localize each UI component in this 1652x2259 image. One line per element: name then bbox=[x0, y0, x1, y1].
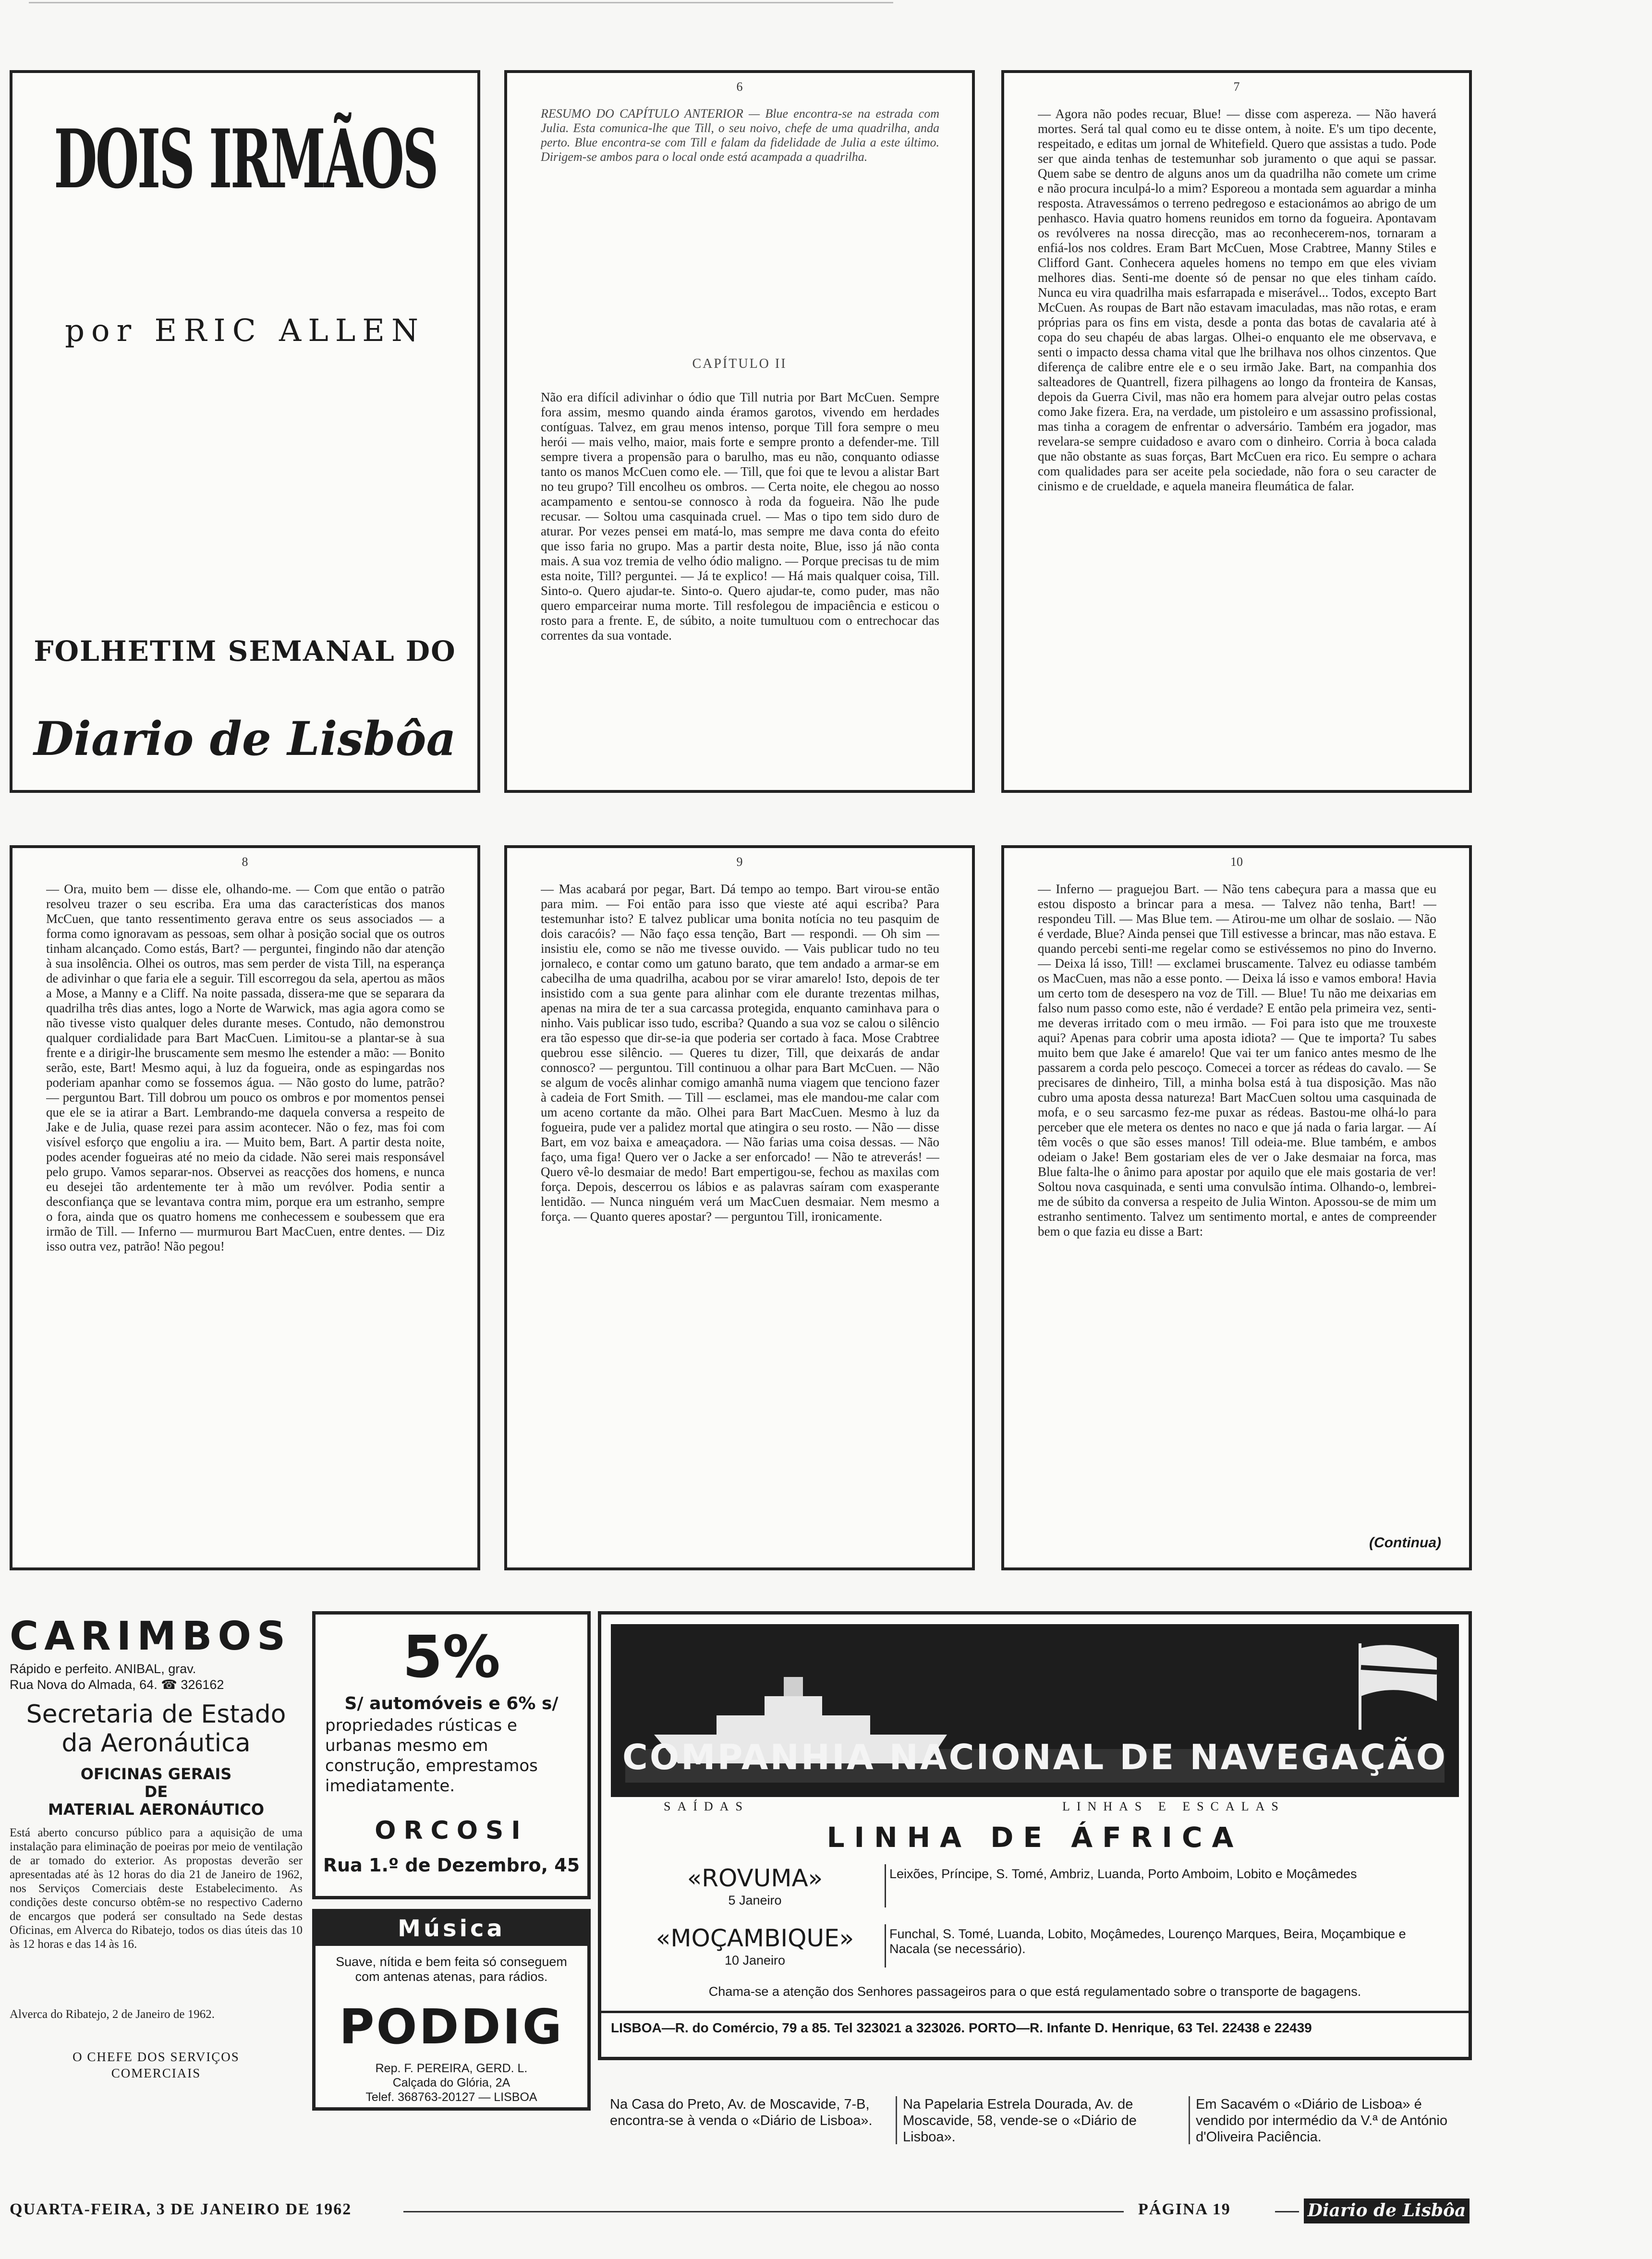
secretaria-signature-1: O CHEFE DOS SERVIÇOS bbox=[73, 2050, 240, 2064]
ad-secretaria bbox=[10, 1700, 303, 2094]
companhia-notice: Chama-se a atenção dos Senhores passageiros para o que está regulamentado sobre o transporte de bagagens. bbox=[708, 1984, 1361, 1999]
companhia-route-title: LINHA DE ÁFRICA bbox=[826, 1821, 1243, 1854]
secretaria-body: Está aberto concurso público para a aquisição de uma instalação para eliminação de poeiras por meio de ventilação de ar tomado do exterior. As propostas deverão ser apresentadas até às 12 horas do dia 21 de Janeiro de 1962, nos Serviços Comerciais deste Estabelecimento. As condições deste concurso obtêm-se no respectivo Caderno de encargos que poderá ser consultado na Sede destas Oficinas, em Alverca do Ribatejo, todos os dias úteis das 10 às 12 horas e das 14 às 16. bbox=[10, 1826, 303, 1951]
secretaria-sub-1: OFICINAS GERAIS bbox=[80, 1765, 232, 1783]
secretaria-signature-2: COMERCIAIS bbox=[111, 2066, 201, 2080]
ship-divider-1 bbox=[885, 1864, 886, 1907]
orcosi-line2: propriedades rústicas e urbanas mesmo em construção, emprestamos imediatamente. bbox=[325, 1716, 538, 1796]
poddig-top: Música bbox=[398, 1915, 505, 1942]
footer-date: QUARTA-FEIRA, 3 DE JANEIRO DE 1962 bbox=[10, 2200, 352, 2218]
companhia-linhas: LINHAS E ESCALAS bbox=[1062, 1799, 1285, 1813]
ship-1-ports: Leixões, Príncipe, S. Tomé, Ambriz, Luanda, Porto Amboim, Lobito e Moçâmedes bbox=[889, 1867, 1357, 1881]
page-6 bbox=[504, 70, 975, 793]
diario-masthead: Diario de Lisbôa bbox=[34, 712, 456, 766]
page-number: 8 bbox=[242, 855, 248, 869]
poddig-info-3: Telef. 368763-20127 — LISBOA bbox=[365, 2090, 537, 2104]
page-number: 10 bbox=[1230, 855, 1243, 869]
sales-divider-1 bbox=[896, 2096, 897, 2144]
page-text: Não era difícil adivinhar o ódio que Till nutria por Bart McCuen. Sempre fora assim, mesmo quando ainda éramos garotos, vivendo em herdades contíguas. Talvez, em grau menos intenso, porque Till fora sempre o meu herói — mais velho, maior, mais forte e sempre pronto a defender-me. Till sempre tivera a propensão para o barulho, mas eu não, conquanto odiasse tanto os manos McCuen como ele. — Till, que foi que te levou a alistar Bart no teu grupo? Till encolheu os ombros. — Certa noite, ele chegou ao nosso acampamento e sentou-se connosco à roda da fogueira. Não lhe pude recusar. — Soltou uma casquinada cruel. — Mas o tipo tem sido duro de aturar. Por vezes pensei em matá-lo, mas sempre me dava conta do efeito que isso faria no grupo. Mas a partir desta noite, Blue, isso já não conta mais. A sua voz tremia de velho ódio maligno. — Porque precisas tu de mim esta noite, Till? perguntei. — Já te explico! — Há mais qualquer coisa, Till. Sinto-o. Quero ajudar-te. Sinto-o. Quero ajudar-te, como puder, mas não quero emparceirar numa morte. Till resfolegou de impaciência e esticou o rosto para a frente. E, de súbito, a noite tumultuou com o entrechocar das correntes da sua vontade. bbox=[541, 390, 939, 643]
page-10 bbox=[1001, 845, 1472, 1570]
ship-1-date: 5 Janeiro bbox=[728, 1893, 782, 1907]
page-7 bbox=[1001, 70, 1472, 793]
poddig-info-2: Calçada do Glória, 2A bbox=[392, 2076, 510, 2089]
ad-carimbos bbox=[10, 1614, 303, 1693]
ad-companhia bbox=[598, 1611, 1472, 2060]
poddig-info-1: Rep. F. PEREIRA, GERD. L. bbox=[375, 2062, 528, 2075]
chapter-heading: CAPÍTULO II bbox=[692, 356, 787, 371]
page-number: 7 bbox=[1233, 80, 1240, 94]
page-text: — Agora não podes recuar, Blue! — disse com aspereza. — Não haverá mortes. Será tal qual como eu te disse ontem, à noite. E's um tipo decente, respeitado, e editas um jornal de Whitefield. Quero que assistas a tudo. Pode ser que ainda tenhas de testemunhar sob juramento o que aqui se passar. Quem sabe se dentro de alguns anos um da quadrilha não comete um crime e não procura inculpá-lo a mim? Esporeou a montada sem aguardar a minha resposta. Atravessámos o terreno pedregoso e estacionámos ao abrigo de um penhasco. Havia quatro homens reunidos em torno da fogueira. Apontavam os revólveres na nossa direcção, mas ao reconhecerem-nos, tornaram a enfiá-los nos coldres. Eram Bart McCuen, Mose Crabtree, Manny Stiles e Clifford Gant. Conhecera aqueles homens no tempo em que eles viviam melhores dias. Senti-me doente só de pensar no que eles tinham caído. Nunca eu vira quadrilha mais esfarrapada e miserável... Todos, excepto Bart McCuen. As roupas de Bart não estavam imaculadas, mas não rotas, e eram próprias para os fins em vista, desde a ponta das botas de cavalaria até à copa do seu chapéu de abas largas. Olhei-o enquanto ele me observava, e senti o impacto dessa chama vital que lhe brilhava nos olhos cinzentos. Que diferença de calibre entre ele e o seu irmão Jake. Bart, na companhia dos salteadores de Quantrell, fizera pilhagens ao longo da fronteira de Kansas, depois da Guerra Civil, mas não era homem para alvejar outro pelas costas como Jake fizera. Era, na verdade, um pistoleiro e um assassino profissional, mas tinha a coragem de enfrentar o adversário. Também era jogador, mas revelara-se sempre cuidadoso e avaro com o dinheiro. Corria à boca calada que não obstante as suas forças, Bart McCuen era rico. Eu sempre o achara com qualidades para ser aceite pela sociedade, não fora o seu caracter de cinismo e de crueldade, e aquela maneira fleumática de falar. bbox=[1038, 107, 1436, 493]
ship-divider-2 bbox=[885, 1924, 886, 1968]
folhetim-label: FOLHETIM SEMANAL DO bbox=[34, 635, 456, 668]
orcosi-line1: S/ automóveis e 6% s/ bbox=[344, 1694, 559, 1713]
companhia-headline: COMPANHIA NACIONAL DE NAVEGAÇÃO bbox=[622, 1737, 1448, 1777]
orcosi-address: Rua 1.º de Dezembro, 45 bbox=[323, 1855, 580, 1876]
left-edge-rule bbox=[10, 481, 12, 520]
secretaria-title-2: da Aeronáutica bbox=[61, 1729, 251, 1758]
companhia-address-rule bbox=[601, 2011, 1469, 2013]
page-number: 6 bbox=[736, 80, 743, 94]
footer-masthead: Diario de Lisbôa bbox=[1307, 2200, 1466, 2221]
page-text: — Inferno — praguejou Bart. — Não tens cabeçura para a massa que eu estou disposto a brincar para a mesa. — Talvez não tenha, Bart! — respondeu Till. — Mas Blue tem. — Atirou-me um olhar de soslaio. — Não é verdade, Blue? Ainda pensei que Till estivesse a brincar, mas não estava. E quando percebi senti-me regelar como se estivéssemos no pino do Inverno. — Deixa lá isso, Till! — exclamei bruscamente. Talvez eu odiasse também os MacCuen, mas não a esse ponto. — Deixa lá isso e vamos embora! Havia um certo tom de desespero na voz de Till. — Blue! Tu não me deixarias em falso num passo como este, não é verdade? E então pela primeira vez, senti-me deveras irritado com o meu irmão. — Foi para isto que me trouxeste aqui? Apenas para cobrir uma aposta idiota? — Que te importa? Tu sabes muito bem que Jake é amarelo! Que vai ter um fanico antes mesmo de lhe passarem a corda pelo pescoço. Comecei a torcer as rédeas do cavalo. — Se precisares de dinheiro, Till, a minha bolsa está à tua disposição. Mas não cubro uma aposta dessa natureza! Bart MacCuen soltou uma casquinada de mofa, e o seu sarcasmo fez-me puxar as rédeas. Bastou-me olhá-lo para perceber que ele metera os dentes no naco e que já nada o faria largar. — Aí têm vocês o que são esses manos! Till odeia-me. Blue também, e ambos odeiam o Jake! Bem gostariam eles de ver o Jake desmaiar na forca, mas Blue falta-lhe o ânimo para apostar por aquilo que ele mais gostaria de ver! Soltou nova casquinada, e senti uma convulsão íntima. Olhando-o, lembrei-me de súbito da conversa a respeito de Julia Winton. Apossou-se de mim um estranho sentimento. Talvez um sentimento mortal, e antes de compreender bem o que fazia eu disse a Bart: bbox=[1038, 882, 1436, 1239]
secretaria-date: Alverca do Ribatejo, 2 de Janeiro de 1962. bbox=[10, 2008, 215, 2021]
orcosi-name: ORCOSI bbox=[375, 1816, 528, 1845]
page-number: 9 bbox=[736, 855, 743, 869]
serial-title: DOIS IRMÃOS bbox=[54, 111, 437, 206]
footer-rule-left bbox=[403, 2211, 1124, 2212]
ship-2-name: «MOÇAMBIQUE» bbox=[656, 1924, 854, 1952]
footer-rule-right bbox=[1275, 2211, 1299, 2212]
continua-label: (Continua) bbox=[1369, 1535, 1441, 1551]
companhia-banner bbox=[611, 1624, 1459, 1797]
orcosi-percent: 5% bbox=[402, 1624, 500, 1691]
chapter-summary: RESUMO DO CAPÍTULO ANTERIOR — Blue encontra-se na estrada com Julia. Esta comunica-lhe que Till, o seu noivo, chefe de uma quadrilha, anda perto. Blue encontra-se com Till e falam da fidelidade de Julia a este último. Dirigem-se ambos para o local onde está acampada a quadrilha. bbox=[541, 107, 939, 164]
secretaria-title-1: Secretaria de Estado bbox=[26, 1700, 286, 1729]
title-panel bbox=[10, 70, 480, 793]
sales-notice-1: Na Casa do Preto, Av. de Moscavide, 7-B, encontra-se à venda o «Diário de Lisboa». bbox=[610, 2097, 873, 2128]
ad-orcosi bbox=[312, 1611, 591, 1899]
carimbos-title: CARIMBOS bbox=[10, 1614, 292, 1659]
serial-byline: por ERIC ALLEN bbox=[65, 313, 425, 349]
carimbos-line2: Rua Nova do Almada, 64. ☎ 326162 bbox=[10, 1677, 224, 1692]
page-9 bbox=[504, 845, 975, 1570]
page-8 bbox=[10, 845, 480, 1570]
page-text: — Ora, muito bem — disse ele, olhando-me. — Com que então o patrão resolveu trazer o seu escriba. Era uma das características dos manos McCuen, que tanto ressentimento gerava entre os seus associados — a forma como ignoravam as pessoas, sem olhar à posição social que os outros tinham alcançado. Como estás, Bart? — perguntei, fingindo não dar atenção à sua insolência. Olhei os outros, mas sem perder de vista Till, na esperança de adivinhar o que faria ele a seguir. Till escorregou da sela, apertou as mãos a Mose, a Manny e a Cliff. Na noite passada, dissera-me que se separara da quadrilha três dias antes, logo a Norte de Warwick, mas agia agora como se não tivesse visto qualquer deles durante meses. Contudo, não demonstrou qualquer cordialidade para Bart MacCuen. Limitou-se a plantar-se à sua frente e a dirigir-lhe bruscamente sem mesmo lhe estender a mão: — Bonito serão, este, Bart! Mesmo aqui, à luz da fogueira, onde as espingardas nos poderiam apanhar como se fossemos água. — Não gosto do lume, patrão? — perguntou Bart. Till dobrou um pouco os ombros e por momentos pensei que ele se ia atirar a Bart. Lembrando-me daquela conversa a respeito de Jake e de Julia, quase rezei para assim acontecer. Não o fez, mas foi com visível esforço que engoliu a ira. — Muito bem, Bart. A partir desta noite, podes acender fogueiras até no meio da cidade. Não serei mais responsável pelo grupo. Vamos separar-nos. Observei as reacções dos homens, e nunca eu desejei tão ardentemente ter à mão um revólver. Podia sentir a desconfiança que se levantava contra mim, porque era um estranho, sempre o fora, ainda que os quatro homens me conhecessem e soubessem que era irmão de Till. — Inferno — murmurou Bart MacCuen, entre dentes. — Diz isso outra vez, patrão! Não pegou! bbox=[46, 882, 445, 1253]
ship-2-ports: Funchal, S. Tomé, Luanda, Lobito, Moçâmedes, Lourenço Marques, Beira, Moçambique e Nacala (se necessário). bbox=[889, 1927, 1406, 1956]
poddig-brand: PODDIG bbox=[339, 1999, 564, 2055]
ship-1-name: «ROVUMA» bbox=[687, 1864, 823, 1892]
page-text: — Mas acabará por pegar, Bart. Dá tempo ao tempo. Bart virou-se então para mim. — Foi então para isso que vieste até aqui escriba? Para testemunhar isto? E talvez publicar uma bonita notícia no teu pasquim de dois caracóis? — Não faço essa tenção, Bart — respondi. — Oh sim — insistiu ele, como se não me tivesse ouvido. — Vais publicar tudo no teu jornaleco, e contar como um gatuno barato, que tem andado a armar-se em cabecilha de uma quadrilha, acabou por se virar amarelo! Isto, depois de ter insistido com a sua gente para alinhar com ele durante trezentas milhas, apenas na mira de ter a sua carcassa protegida, enquanto caminhava para o ninho. Vais publicar isso tudo, escriba? Quando a sua voz se calou o silêncio era tão espesso que dir-se-ia que poderia ser cortado à faca. Mose Crabtree quebrou esse silêncio. — Queres tu dizer, Till, que deixarás de andar connosco? — perguntou. Till continuou a olhar para Bart McCuen. — Não se algum de vocês alinhar comigo amanhã numa viagem que tenciono fazer à cadeia de Fort Smith. — Till — esclamei, mas ele mandou-me calar com um aceno cortante da mão. Olhei para Bart MacCuen. Mesmo à luz da fogueira, pude ver a palidez mortal que atingira o seu rosto. — Não — disse Bart, em voz baixa e ameaçadora. — Não farias uma coisa dessas. — Não faço, uma figa! Quero ver o Jacke a ser enforcado! — Não te atreverás! — Quero vê-lo desmaiar de medo! Bart empertigou-se, fechou as maxilas com força. Depois, descerrou os lábios e as palavras saíram com exasperante lentidão. — Nunca ninguém verá um MacCuen desmaiar. Nem mesmo a força. — Quanto queres apostar? — perguntou Till, ironicamente. bbox=[541, 882, 939, 1224]
ad-poddig bbox=[312, 1909, 591, 2111]
secretaria-sub-2: DE bbox=[144, 1783, 168, 1801]
sales-notice-3: Em Sacavém o «Diário de Lisboa» é vendido por intermédio da V.ª de António d'Oliveira Paciência. bbox=[1196, 2097, 1447, 2145]
sales-divider-2 bbox=[1189, 2096, 1190, 2144]
sales-notice-2: Na Papelaria Estrela Dourada, Av. de Moscavide, 58, vende-se o «Diário de Lisboa». bbox=[903, 2097, 1137, 2145]
poddig-desc: Suave, nítida e bem feita só conseguem com antenas atenas, para rádios. bbox=[336, 1955, 567, 1984]
footer-page: PÁGINA 19 bbox=[1138, 2200, 1231, 2218]
companhia-addresses: LISBOA—R. do Comércio, 79 a 85. Tel 323021 a 323026. PORTO—R. Infante D. Henrique, 63 Tel. 22438 e 22439 bbox=[611, 2020, 1312, 2035]
carimbos-line1: Rápido e perfeito. ANIBAL, grav. bbox=[10, 1662, 196, 1676]
ship-2-date: 10 Janeiro bbox=[724, 1953, 786, 1968]
top-rule bbox=[29, 2, 893, 3]
secretaria-sub-3: MATERIAL AERONÁUTICO bbox=[48, 1800, 265, 1819]
flag-icon bbox=[1350, 1639, 1446, 1735]
companhia-saidas: SAÍDAS bbox=[664, 1799, 749, 1813]
